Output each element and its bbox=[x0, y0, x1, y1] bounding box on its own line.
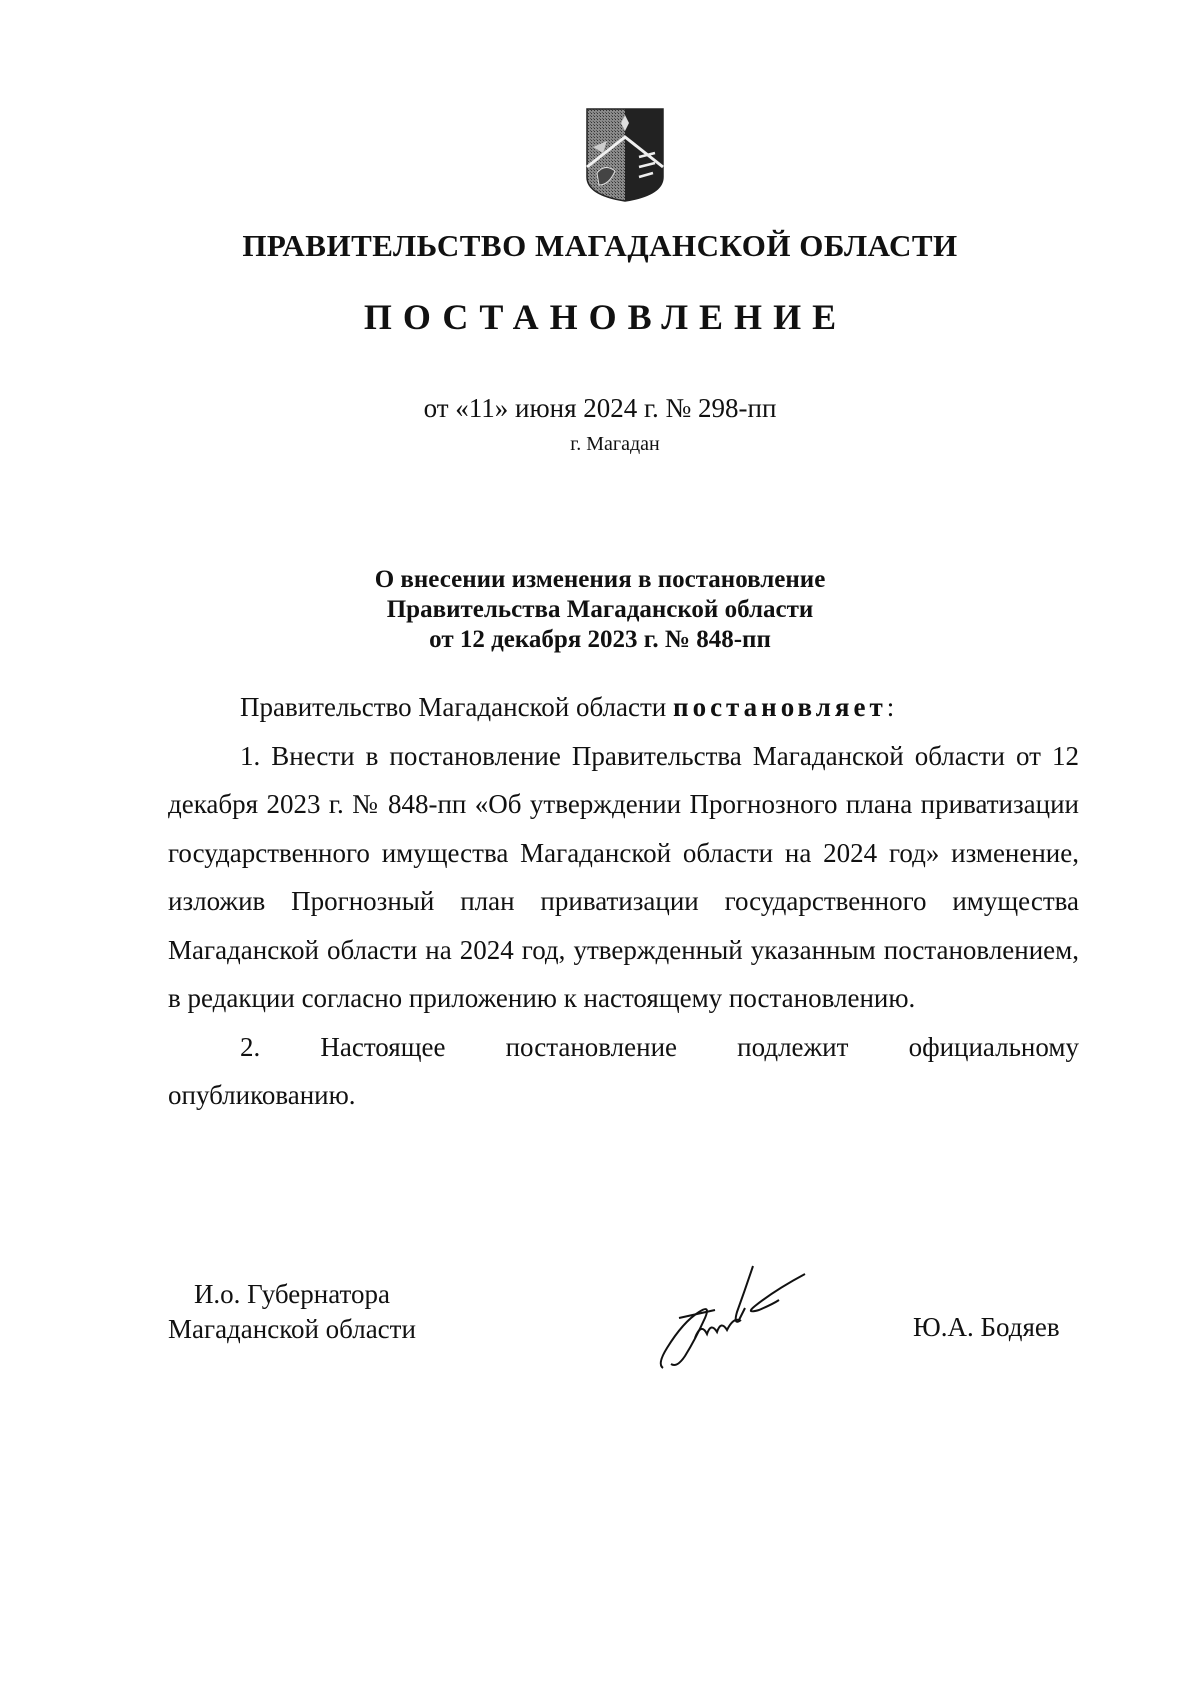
signer-name: Ю.А. Бодяев bbox=[913, 1312, 1060, 1342]
organization-title: ПРАВИТЕЛЬСТВО МАГАДАНСКОЙ ОБЛАСТИ bbox=[242, 228, 958, 263]
subject-line: О внесении изменения в постановление bbox=[374, 566, 826, 593]
signer-role-line: И.о. Губернатора bbox=[193, 1279, 390, 1309]
document-date-number: от «11» июня 2024 г. № 298-пп bbox=[423, 393, 777, 423]
coat-of-arms-icon bbox=[585, 107, 665, 203]
subject-line: от 12 декабря 2023 г. № 848-пп bbox=[429, 626, 771, 653]
resolution-intro bbox=[168, 683, 1079, 732]
document-type-heading: ПОСТАНОВЛЕНИЕ bbox=[363, 297, 848, 337]
document-city: г. Магадан bbox=[570, 433, 660, 455]
item-2-tail: опубликованию. bbox=[168, 1080, 356, 1110]
signer-position bbox=[168, 1277, 416, 1347]
handwritten-signature bbox=[655, 1260, 810, 1372]
item-2-word: Настоящее bbox=[320, 1031, 446, 1062]
resolution-item-2 bbox=[168, 1023, 1079, 1120]
item-2-number: 2. bbox=[240, 1031, 261, 1062]
subject-line: Правительства Магаданской области bbox=[386, 596, 814, 623]
intro-colon: : bbox=[886, 692, 895, 722]
document-body bbox=[168, 683, 1079, 1120]
intro-text: Правительство Магаданской области bbox=[240, 692, 674, 722]
item-2-word: официальному bbox=[908, 1031, 1079, 1062]
item-2-word: подлежит bbox=[737, 1031, 849, 1062]
resolution-item-1: 1. Внести в постановление Правительства Магаданской области от 12 декабря 2023 г. № 848-пп «Об утверждении Прогнозного плана приватизации государственного имущества Магаданской области на 2024 год» изменение, изложив Прогнозный план приватизации государственного имущества Магаданской области на 2024 год, утвержденный указанным постановлением, в редакции согласно приложению к настоящему постановлению. bbox=[168, 740, 1079, 1013]
item-2-first-line bbox=[168, 1023, 1079, 1072]
item-2-word: постановление bbox=[505, 1031, 678, 1062]
document-subject bbox=[0, 565, 1200, 655]
intro-emphasis: постановляет bbox=[673, 692, 887, 722]
signer-role-line: Магаданской области bbox=[168, 1314, 416, 1344]
